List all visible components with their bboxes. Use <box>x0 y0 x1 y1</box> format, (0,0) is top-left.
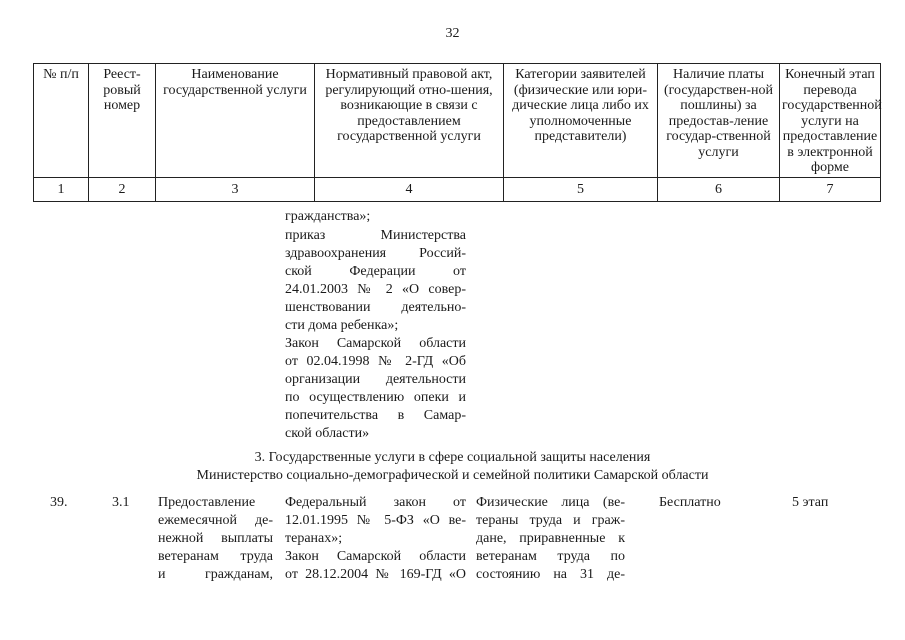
header-col-5: Категории заявителей (физические или юри-дические лица либо их уполномоченные представители) <box>504 64 658 178</box>
continuation-line: ской области» <box>285 426 370 441</box>
legal-act-line: от 28.12.2004 № 169-ГД «О <box>285 567 466 582</box>
legal-act-line: Федеральный закон от <box>285 495 466 510</box>
col-number-6: 6 <box>658 178 780 202</box>
continuation-line: 24.01.2003 № 2 «О совер- <box>285 282 466 297</box>
header-col-3: Наименование государственной услуги <box>156 64 315 178</box>
fee: Бесплатно <box>659 495 721 510</box>
registry-number: 3.1 <box>112 495 130 510</box>
service-name-line: нежной выплаты <box>158 531 273 546</box>
applicant-line: дане, приравненные к <box>476 531 625 546</box>
continuation-line: шенствовании деятельно- <box>285 300 466 315</box>
section-title: 3. Государственные услуги в сфере социальной защиты населения <box>254 450 651 465</box>
section-ministry: Министерство социально-демографической и семейной политики Самарской области <box>196 468 709 483</box>
continuation-line: организации деятельности <box>285 372 466 387</box>
header-col-2: Реест-ровый номер <box>89 64 156 178</box>
col-number-7: 7 <box>780 178 881 202</box>
col-number-1: 1 <box>34 178 89 202</box>
continuation-line: ской Федерации от <box>285 264 466 279</box>
applicant-line: Физические лица (ве- <box>476 495 625 510</box>
table-header <box>33 63 881 202</box>
col-number-5: 5 <box>504 178 658 202</box>
continuation-line: гражданства»; <box>285 209 371 224</box>
service-name-line: и гражданам, <box>158 567 273 582</box>
applicant-line: состоянию на 31 де- <box>476 567 625 582</box>
header-col-6: Наличие платы (государствен-ной пошлины) за предостав-ление государ-ственной услуги <box>658 64 780 178</box>
row-number: 39. <box>50 495 68 510</box>
applicant-line: ветеранам труда по <box>476 549 625 564</box>
service-name-line: ветеранам труда <box>158 549 273 564</box>
continuation-line: сти дома ребенка»; <box>285 318 399 333</box>
header-col-1: № п/п <box>34 64 89 178</box>
continuation-line: приказ Министерства <box>285 228 466 243</box>
continuation-line: попечительства в Самар- <box>285 408 466 423</box>
legal-act-line: теранах»; <box>285 531 343 546</box>
continuation-line: по осуществлению опеки и <box>285 390 466 405</box>
col-number-3: 3 <box>156 178 315 202</box>
legal-act-line: Закон Самарской области <box>285 549 466 564</box>
continuation-line: здравоохранения Россий- <box>285 246 466 261</box>
col-number-4: 4 <box>315 178 504 202</box>
continuation-line: Закон Самарской области <box>285 336 466 351</box>
applicant-line: тераны труда и граж- <box>476 513 625 528</box>
header-col-4: Нормативный правовой акт, регулирующий отно-шения, возникающие в связи с предоставлением государственной услуги <box>315 64 504 178</box>
final-stage: 5 этап <box>792 495 829 510</box>
service-name-line: ежемесячной де- <box>158 513 273 528</box>
col-number-2: 2 <box>89 178 156 202</box>
legal-act-line: 12.01.1995 № 5-ФЗ «О ве- <box>285 513 466 528</box>
page-number: 32 <box>445 26 460 41</box>
service-name-line: Предоставление <box>158 495 256 510</box>
header-col-7: Конечный этап перевода государственной услуги на предоставление в электронной форме <box>780 64 881 178</box>
continuation-line: от 02.04.1998 № 2-ГД «Об <box>285 354 466 369</box>
